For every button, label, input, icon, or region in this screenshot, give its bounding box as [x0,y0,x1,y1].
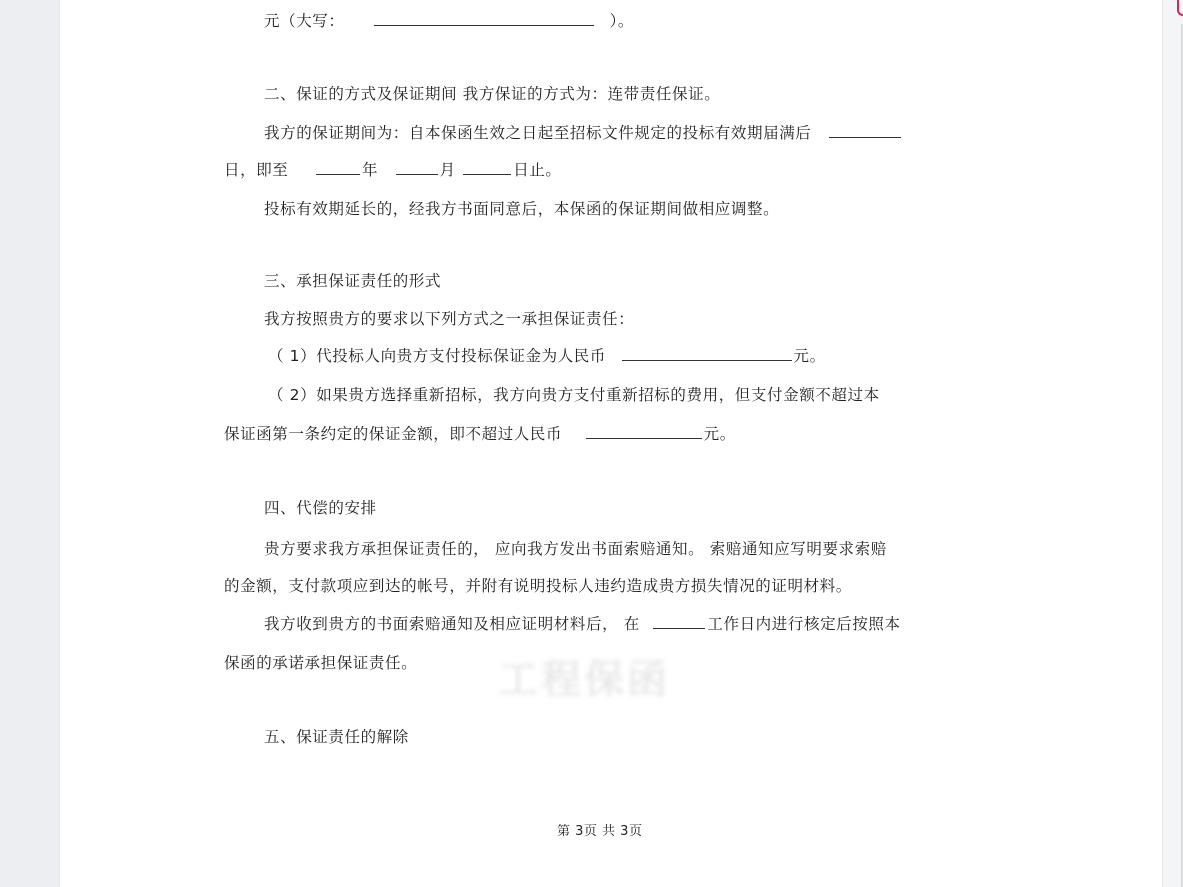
section-2-period-line-2 [224,160,562,180]
item-1-text: （ 1）代投标人向贵方支付投标保证金为人民币 [268,347,606,365]
deposit-amount-blank [622,346,792,361]
scrollbar-track[interactable] [1162,0,1183,887]
month-blank [396,160,438,175]
section-3-heading: 三、承担保证责任的形式 [264,272,442,290]
item-2-text: 保证函第一条约定的保证金额，即不超过人民币 [224,425,563,443]
watermark: 工程保函 [498,657,670,703]
section-2-extension: 投标有效期延长的，经我方书面同意后，本保函的保证期间做相应调整。 [264,200,780,218]
section-2-period-text: 我方的保证期间为：自本保函生效之日起至招标文件规定的投标有效期届满后 [264,124,812,142]
section-3-item-1 [268,346,826,366]
amount-in-words-line [264,11,634,31]
until-label: 日，即至 [224,161,289,179]
section-4-heading: 四、代偿的安排 [264,499,377,517]
verify-suffix: 工作日内进行核定后按照本 [707,615,901,633]
item-1-suffix: 元。 [793,347,826,365]
verify-text: 我方收到贵方的书面索赔通知及相应证明材料后， 在 [264,615,640,633]
section-3-item-2-line-2 [224,424,736,444]
section-4-verify-line-1 [264,614,901,634]
section-2-period-line-1 [264,123,903,143]
period-days-blank [829,123,901,138]
day-label: 日止。 [513,161,562,179]
section-5-heading: 五、保证责任的解除 [264,728,409,746]
day-blank [463,160,511,175]
rebid-amount-blank [586,424,702,439]
year-blank [316,160,360,175]
amount-in-words-suffix: ）。 [609,12,635,30]
working-days-blank [653,614,705,629]
section-4-claim-line-2: 的金额，支付款项应到达的帐号，并附有说明投标人违约造成贵方损失情况的证明材料。 [224,577,852,595]
section-3-item-2-line-1: （ 2）如果贵方选择重新招标，我方向贵方支付重新招标的费用，但支付金额不超过本 [268,386,880,404]
section-2-heading: 二、保证的方式及保证期间 我方保证的方式为：连带责任保证。 [264,85,721,103]
amount-in-words-blank [374,11,594,26]
month-label: 月 [439,161,456,179]
side-panel-marker-icon[interactable] [1177,0,1183,16]
page-footer: 第 3页 共 3页 [557,824,643,839]
section-4-claim-line-1: 贵方要求我方承担保证责任的， 应向我方发出书面索赔通知。 索赔通知应写明要求索赔 [264,540,887,558]
item-2-suffix: 元。 [703,425,736,443]
amount-in-words-label: 元（大写： [264,12,345,30]
section-3-intro: 我方按照贵方的要求以下列方式之一承担保证责任： [264,310,635,328]
year-label: 年 [361,161,379,179]
section-4-verify-line-2: 保函的承诺承担保证责任。 [224,654,418,672]
